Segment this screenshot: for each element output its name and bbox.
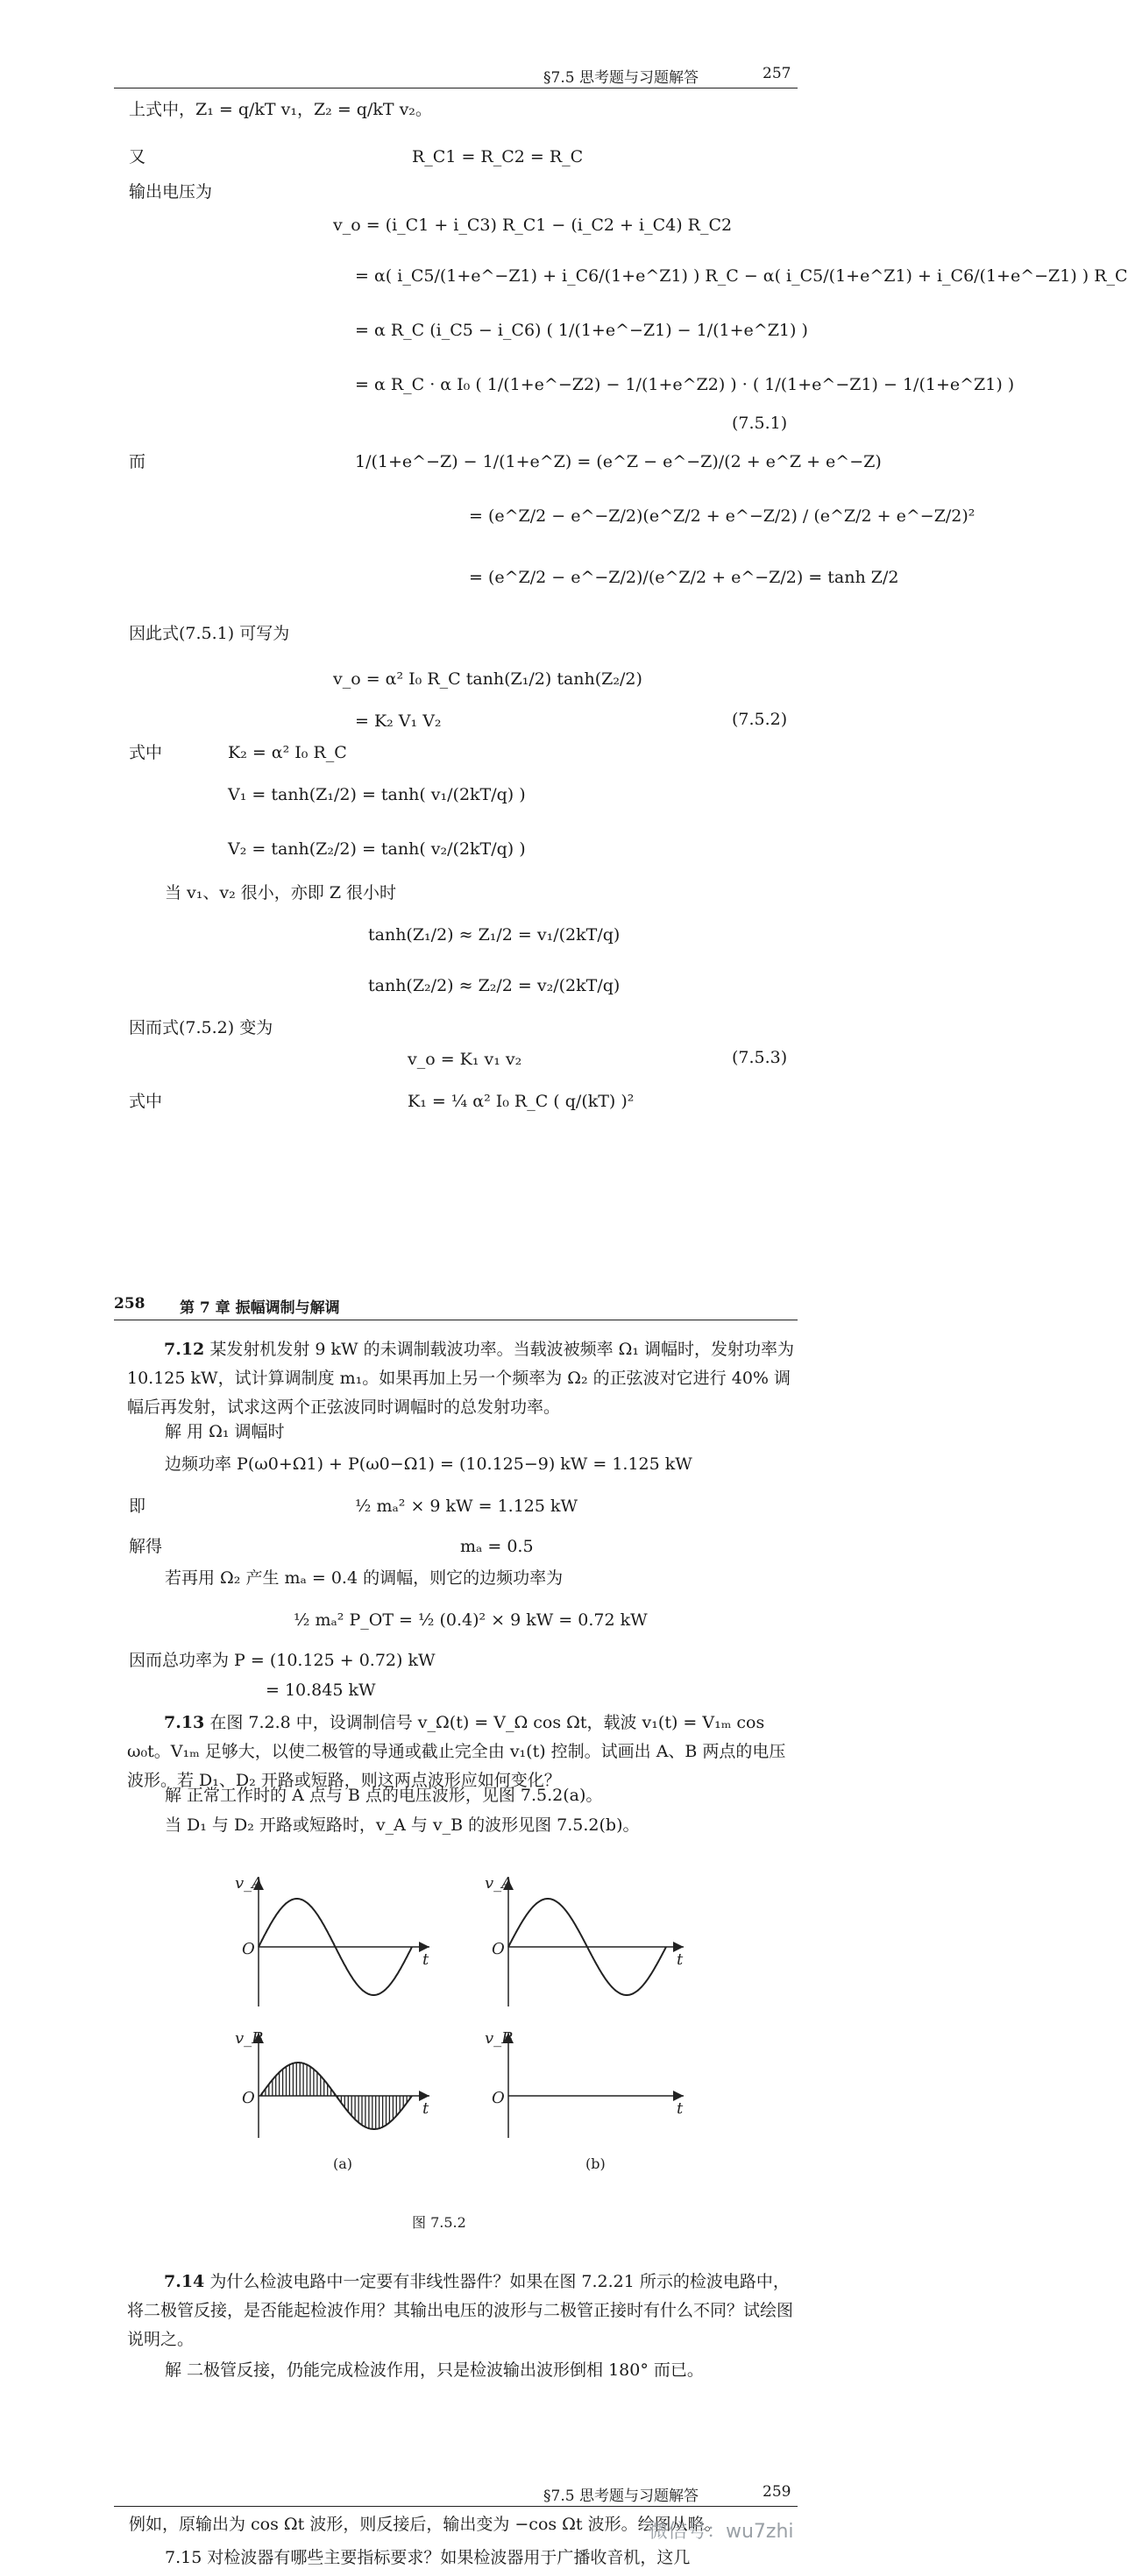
- origin-label: O: [492, 2089, 505, 2107]
- solution-line: ½ mₐ² × 9 kW = 1.125 kW: [355, 1497, 578, 1516]
- solution-line: 解 正常工作时的 A 点与 B 点的电压波形，见图 7.5.2(a)。: [165, 1786, 603, 1805]
- derivation-line: = α R_C · α I₀ ( 1/(1+e^−Z2) − 1/(1+e^Z2) ) · ( 1/(1+e^−Z1) − 1/(1+e^Z1) ): [355, 375, 1015, 394]
- axis-label-va: v_A: [485, 1874, 514, 1893]
- axis-label-t: t: [677, 1950, 684, 1969]
- derivation-line: R_C1 = R_C2 = R_C: [412, 147, 584, 166]
- solution-line: ½ mₐ² P_OT = ½ (0.4)² × 9 kW = 0.72 kW: [294, 1610, 648, 1630]
- derivation-line: v_o = K₁ v₁ v₂: [408, 1050, 522, 1069]
- solution-line: 当 D₁ 与 D₂ 开路或短路时，v_A 与 v_B 的波形见图 7.5.2(b)。: [165, 1815, 640, 1835]
- solution-line: 若再用 Ω₂ 产生 mₐ = 0.4 的调幅，则它的边频功率为: [165, 1568, 564, 1588]
- equation-number: (7.5.1): [732, 414, 788, 433]
- axis-label-t: t: [422, 1950, 429, 1969]
- origin-label: O: [242, 2089, 255, 2107]
- axis-label-vb: v_B: [485, 2029, 514, 2048]
- panel-label-b: (b): [585, 2155, 606, 2172]
- derivation-line: K₁ = ¼ α² I₀ R_C ( q/(kT) )²: [408, 1092, 635, 1111]
- page-number: 257: [763, 65, 791, 82]
- axis-label-va: v_A: [235, 1874, 264, 1893]
- solution-line: 边频功率 P(ω0+Ω1) + P(ω0−Ω1) = (10.125−9) kW = 1.125 kW: [165, 1454, 692, 1474]
- page-number: 259: [763, 2483, 791, 2501]
- derivation-line: 而: [129, 452, 146, 471]
- derivation-line: 当 v₁、v₂ 很小，亦即 Z 很小时: [165, 883, 397, 902]
- problem-text: 为什么检波电路中一定要有非线性器件？如果在图 7.2.21 所示的检波电路中，将二极管反接，是否能起检波作用？其输出电压的波形与二极管正接时有什么不同？试绘图说明之。: [127, 2272, 794, 2349]
- solution-7-14: 解 二极管反接，仍能完成检波作用，只是检波输出波形倒相 180° 而已。: [165, 2360, 704, 2380]
- watermark: 微信号：wu7zhi: [649, 2521, 794, 2543]
- problem-7-15-start: 7.15 对检波器有哪些主要指标要求？如果检波器用于广播收音机，这几: [165, 2548, 691, 2567]
- derivation-line: K₂ = α² I₀ R_C: [228, 743, 347, 762]
- solution-line: 解得: [129, 1537, 163, 1556]
- origin-label: O: [492, 1940, 505, 1958]
- origin-label: O: [242, 1940, 255, 1958]
- derivation-line: tanh(Z₁/2) ≈ Z₁/2 = v₁/(2kT/q): [368, 925, 621, 945]
- derivation-line: tanh(Z₂/2) ≈ Z₂/2 = v₂/(2kT/q): [368, 976, 621, 995]
- derivation-line: = (e^Z/2 − e^−Z/2)(e^Z/2 + e^−Z/2) / (e^Z/2 + e^−Z/2)²: [469, 506, 975, 526]
- derivation-line: v_o = α² I₀ R_C tanh(Z₁/2) tanh(Z₂/2): [333, 669, 642, 689]
- panel-a-va: [259, 1879, 429, 2006]
- figure-7-5-2: [0, 1849, 846, 2234]
- figure-caption: 图 7.5.2: [412, 2214, 466, 2231]
- panel-b-vb: [508, 2033, 684, 2138]
- panel-b-va: [508, 1879, 684, 2006]
- page-header-section: §7.5 思考题与习题解答: [543, 2488, 699, 2505]
- problem-number: 7.14: [164, 2272, 205, 2291]
- axis-label-vb: v_B: [235, 2029, 264, 2048]
- solution-line: 因而总功率为 P = (10.125 + 0.72) kW: [129, 1651, 436, 1670]
- derivation-line: 1/(1+e^−Z) − 1/(1+e^Z) = (e^Z − e^−Z)/(2 + e^Z + e^−Z): [355, 452, 882, 471]
- derivation-line: = K₂ V₁ V₂: [355, 711, 442, 731]
- page-header-chapter: 第 7 章 振幅调制与解调: [180, 1299, 340, 1317]
- equation-number: (7.5.2): [732, 710, 788, 729]
- derivation-line: 上式中，Z₁ = q/kT v₁，Z₂ = q/kT v₂。: [129, 100, 432, 119]
- problem-text: 某发射机发射 9 kW 的未调制载波功率。当载波被频率 Ω₁ 调幅时，发射功率为 10.125 kW，试计算调制度 m₁。如果再加上另一个频率为 Ω₂ 的正弦波对它进行 40% 调幅后再发射，试求这两个正弦波同时调幅时的总发射功率。: [127, 1340, 795, 1417]
- derivation-line: v_o = (i_C1 + i_C3) R_C1 − (i_C2 + i_C4) R_C2: [333, 216, 733, 235]
- continued-text: 例如，原输出为 cos Ωt 波形，则反接后，输出变为 −cos Ωt 波形。绘图从略。: [129, 2515, 721, 2534]
- axis-label-t: t: [422, 2099, 429, 2118]
- panel-label-a: (a): [333, 2155, 353, 2172]
- derivation-line: = α( i_C5/(1+e^−Z1) + i_C6/(1+e^Z1) ) R_C − α( i_C5/(1+e^Z1) + i_C6/(1+e^−Z1) ) R_C: [355, 266, 1128, 286]
- solution-line: = 10.845 kW: [266, 1681, 376, 1700]
- derivation-line: 因此式(7.5.1) 可写为: [129, 624, 290, 643]
- page-number: 258: [114, 1295, 145, 1313]
- derivation-line: 式中: [129, 1092, 163, 1111]
- derivation-line: 因而式(7.5.2) 变为: [129, 1018, 273, 1037]
- derivation-line: 式中: [129, 743, 163, 762]
- derivation-line: 又: [129, 147, 146, 166]
- derivation-line: V₂ = tanh(Z₂/2) = tanh( v₂/(2kT/q) ): [228, 839, 526, 859]
- problem-number: 7.13: [164, 1713, 205, 1732]
- solution-line: 解 用 Ω₁ 调幅时: [165, 1422, 285, 1441]
- problem-7-12: [127, 1335, 802, 1422]
- derivation-line: = α R_C (i_C5 − i_C6) ( 1/(1+e^−Z1) − 1/(1+e^Z1) ): [355, 321, 808, 340]
- equation-number: (7.5.3): [732, 1048, 788, 1067]
- page-header-section: §7.5 思考题与习题解答: [543, 69, 699, 87]
- derivation-line: V₁ = tanh(Z₁/2) = tanh( v₁/(2kT/q) ): [228, 785, 526, 804]
- header-rule: [114, 2506, 798, 2507]
- derivation-line: = (e^Z/2 − e^−Z/2)/(e^Z/2 + e^−Z/2) = tanh Z/2: [469, 568, 899, 587]
- solution-line: 即: [129, 1497, 146, 1516]
- problem-text: 在图 7.2.8 中，设调制信号 v_Ω(t) = V_Ω cos Ωt，载波 v₁(t) = V₁ₘ cos ω₀t。V₁ₘ 足够大，以使二极管的导通或截止完全由 v₁(t) 控制。试画出 A、B 两点的电压波形。若 D₁、D₂ 开路或短路，则这两点波形应如何变化？: [127, 1713, 786, 1790]
- problem-number: 7.12: [164, 1340, 205, 1359]
- panel-a-vb: [259, 2033, 429, 2138]
- axis-label-t: t: [677, 2099, 684, 2118]
- solution-line: mₐ = 0.5: [460, 1537, 534, 1556]
- problem-7-14: [127, 2268, 802, 2354]
- derivation-line: 输出电压为: [129, 182, 213, 202]
- problem-7-13: [127, 1709, 802, 1795]
